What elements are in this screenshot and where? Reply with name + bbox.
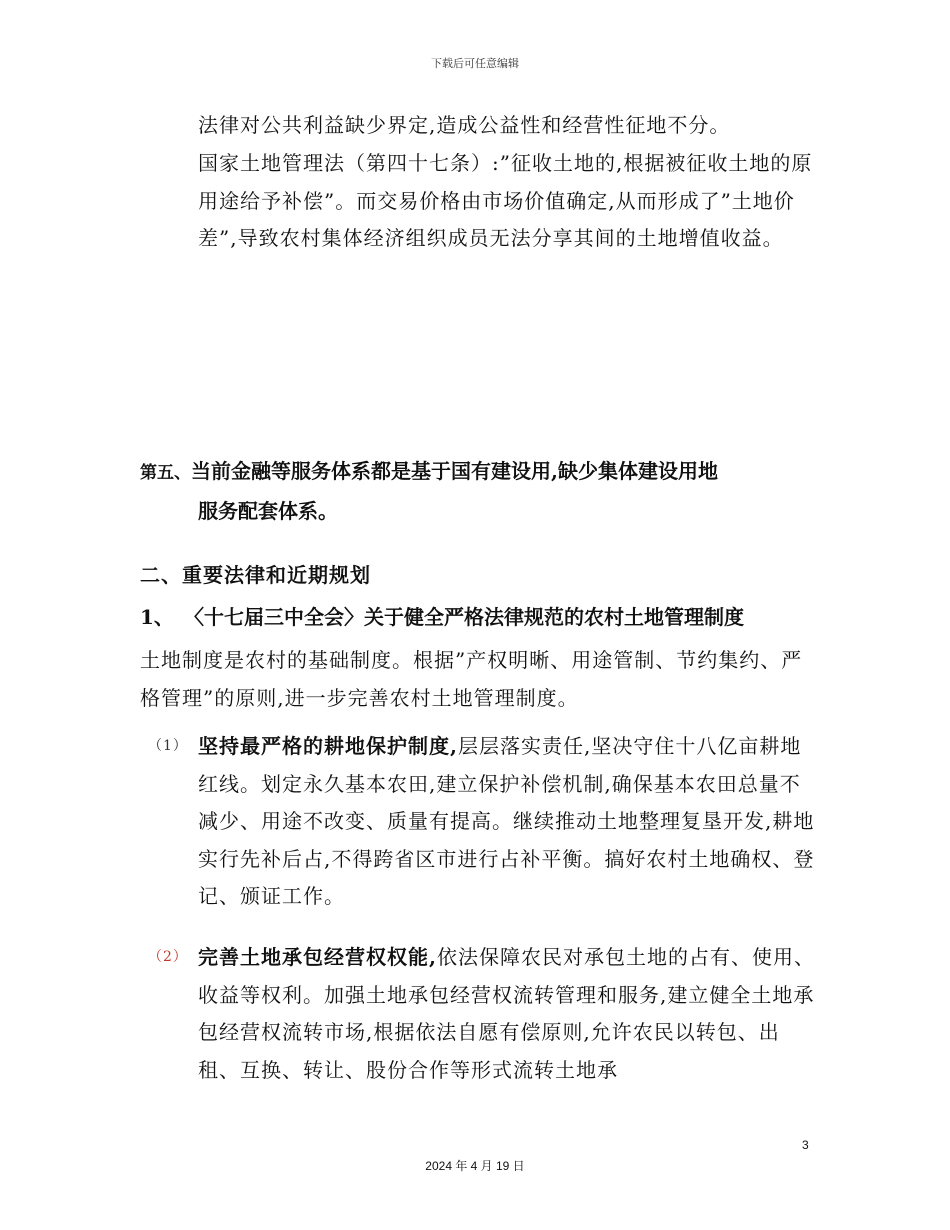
item-one-heading	[140, 599, 830, 635]
land-system-paragraph: 土地制度是农村的基础制度。根据”产权明晰、用途管制、节约集约、严格管理”的原则,进一步完善农村土地管理制度。	[140, 648, 803, 710]
list-item-text: 层层落实责任,坚决守住十八亿亩耕地红线。划定永久基本农田,建立保护补偿机制,确保基本农田总量不减少、用途不改变、质量有提高。继续推动土地整理复垦开发,耕地实行先补后占,不得跨省区市进行占补平衡。搞好农村土地确权、登记、颁证工作。	[198, 734, 815, 908]
item-one-number: 1、	[140, 605, 174, 629]
page-footer-date: 2024 年 4 月 19 日	[425, 1159, 525, 1173]
fifth-heading-line2: 服务配套体系。	[198, 499, 338, 523]
list-item-bold-lead: 坚持最严格的耕地保护制度,	[198, 734, 458, 758]
fifth-heading-lead: 第五、	[140, 463, 191, 483]
list-marker: （2）	[148, 949, 188, 965]
list-item-bold-lead: 完善土地承包经营权权能,	[198, 945, 437, 969]
list-item-text: 依法保障农民对承包土地的占有、使用、收益等权利。加强土地承包经营权流转管理和服务,建立健全土地承包经营权流转市场,根据依法自愿有偿原则,允许农民以转包、出租、互换、转让、股份合作等形式流转土地承	[198, 945, 815, 1082]
section-two-title: 二、重要法律和近期规划	[140, 563, 371, 587]
page-number: 3	[802, 1138, 809, 1152]
list-item-content	[198, 939, 820, 1089]
intro-paragraph: 国家土地管理法（第四十七条）:”征收土地的,根据被征收土地的原用途给予补偿”。而交易价格由市场价值确定,从而形成了”土地价差”,导致农村集体经济组织成员无法分享其间的土地增值收益。	[198, 151, 813, 250]
list-item-content	[198, 728, 820, 916]
fifth-heading	[140, 452, 820, 530]
intro-line: 法律对公共利益缺少界定,造成公益性和经营性征地不分。	[198, 113, 731, 137]
list-marker: （1）	[148, 738, 188, 754]
item-one-title: 〈十七届三中全会〉关于健全严格法律规范的农村土地管理制度	[184, 605, 744, 629]
page-header: 下载后可任意编辑	[431, 58, 519, 70]
fifth-heading-line1: 当前金融等服务体系都是基于国有建设用,缺少集体建设用地	[191, 459, 718, 483]
